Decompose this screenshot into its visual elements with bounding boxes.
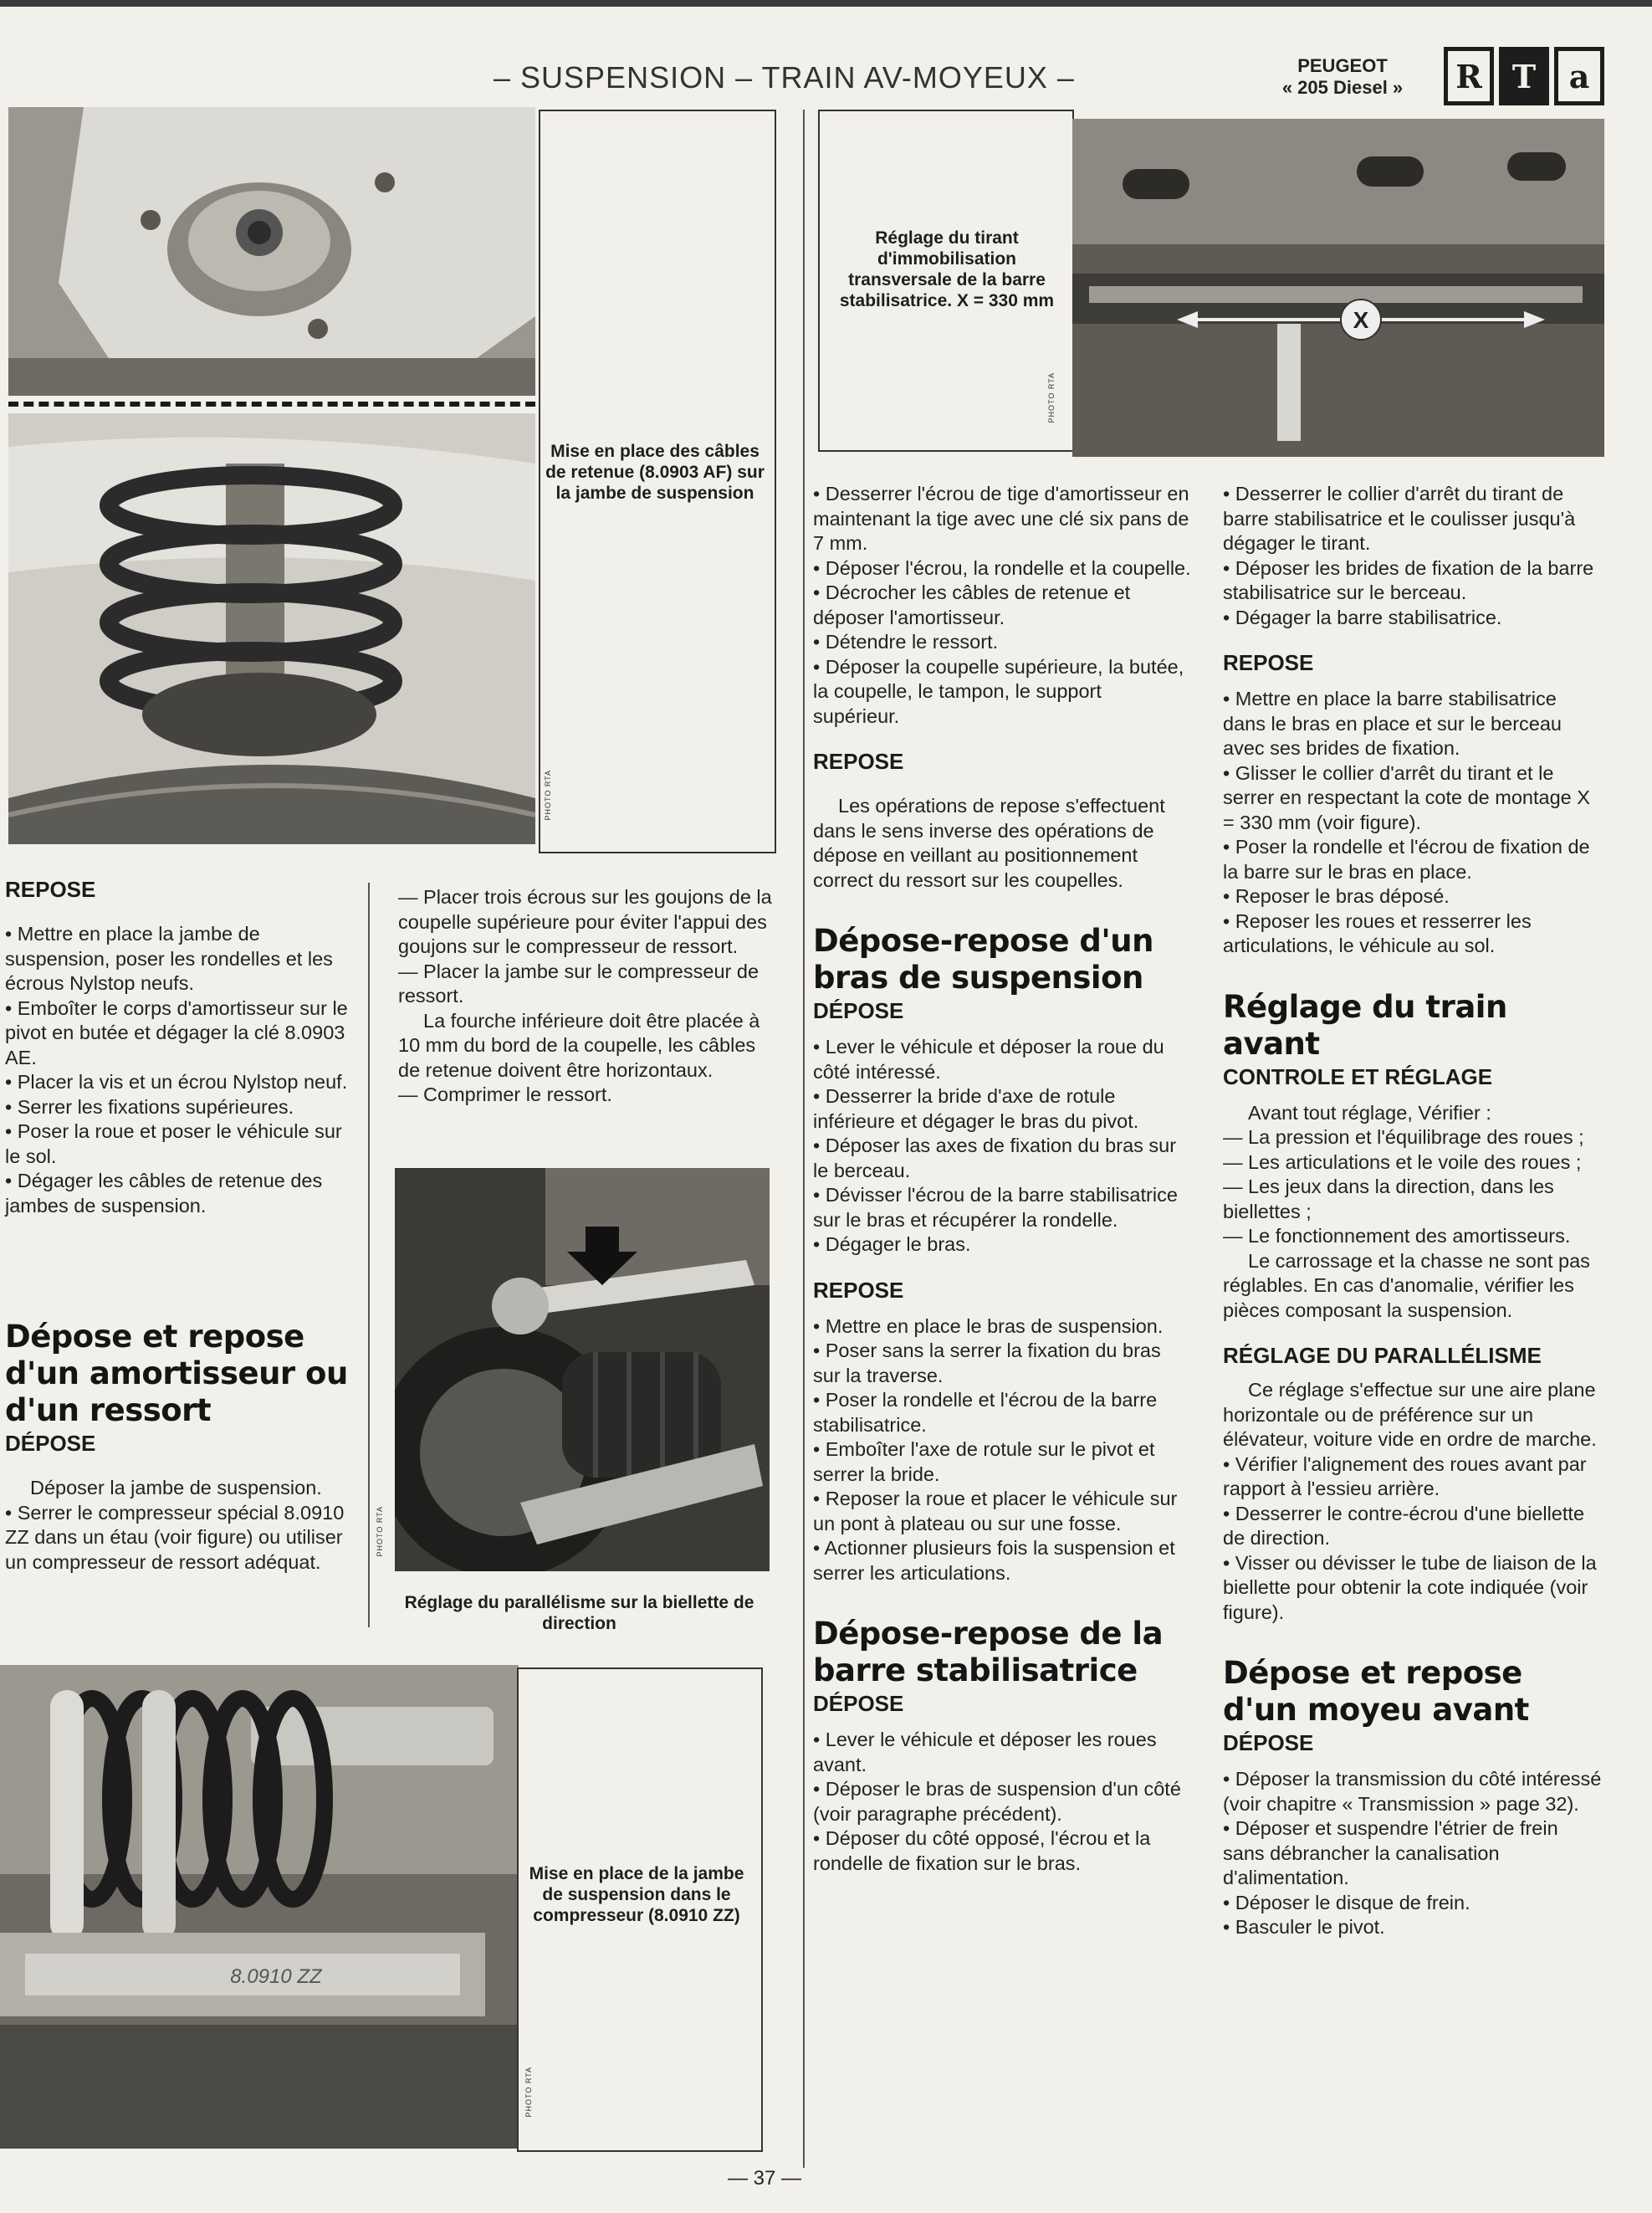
paragraph: • Placer la vis et un écrou Nylstop neuf. — [5, 1071, 348, 1093]
brand-line-1: PEUGEOT — [1297, 55, 1388, 76]
top-rule — [0, 0, 1652, 7]
paragraph: • Mettre en place la barre stabilisatrice dans le bras en place et sur le berceau avec ses brides de fixation. — [1223, 688, 1562, 759]
paragraph: — Placer la jambe sur le compresseur de ressort. — [398, 960, 760, 1007]
paragraph: • Mettre en place le bras de suspension. — [813, 1314, 1164, 1337]
paragraph: • Mettre en place la jambe de suspension, poser les rondelles et les écrous Nylstop neufs. — [5, 923, 333, 994]
paragraph: • Poser la roue et poser le véhicule sur le sol. — [5, 1120, 342, 1167]
paragraph: — Comprimer le ressort. — [398, 1083, 612, 1105]
photo-separator — [8, 402, 535, 407]
column-4 — [1223, 482, 1603, 1940]
paragraph: • Serrer les fixations supérieures. — [5, 1095, 294, 1118]
photo-steering-rod — [395, 1168, 770, 1571]
paragraph: Les opérations de repose s'effectuent dans le sens inverse des opérations de dépose en veillant au positionnement correct du ressort sur les coupelles. — [813, 795, 1165, 891]
brand-line-2: « 205 Diesel » — [1281, 77, 1404, 98]
heading-repose: REPOSE — [813, 1277, 904, 1303]
heading-repose: REPOSE — [813, 749, 904, 774]
heading-depose: DÉPOSE — [813, 998, 904, 1023]
paragraph: — Le fonctionnement des amortisseurs. — [1223, 1225, 1571, 1247]
rta-logo — [1444, 47, 1604, 105]
paragraph: — Les articulations et le voile des roues ; — [1223, 1150, 1582, 1173]
paragraph: • Reposer le bras déposé. — [1223, 885, 1450, 907]
paragraph: • Déposer le disque de frein. — [1223, 1891, 1470, 1913]
paragraph: • Desserrer le collier d'arrêt du tirant de barre stabilisatrice et le coulisser jusqu'à dégager le tirant. — [1223, 483, 1576, 554]
section-title-amortisseur: Dépose et repose d'un amortisseur ou d'un ressort — [5, 1319, 348, 1428]
paragraph: La fourche inférieure doit être placée à 10 mm du bord de la coupelle, les câbles de retenue doivent être horizontaux. — [398, 1009, 760, 1081]
figure-2-caption: Réglage du tirant d'immobilisation transversale de la barre stabilisatrice. X = 330 mm — [839, 228, 1055, 310]
paragraph: Avant tout réglage, Vérifier : — [1248, 1101, 1491, 1124]
paragraph: • Lever le véhicule et déposer les roues avant. — [813, 1729, 1157, 1775]
paragraph: • Desserrer la bride d'axe de rotule inférieure et dégager le bras du pivot. — [813, 1085, 1139, 1132]
section-title-moyeu: Dépose et repose d'un moyeu avant — [1223, 1655, 1529, 1728]
paragraph: Déposer la jambe de suspension. — [30, 1477, 322, 1498]
paragraph: • Dégager la barre stabilisatrice. — [1223, 606, 1502, 628]
paragraph: • Desserrer le contre-écrou d'une biellette de direction. — [1223, 1502, 1585, 1549]
paragraph: Ce réglage s'effectue sur une aire plane horizontale ou de préférence sur un élévateur, voiture vide en ordre de marche. — [1223, 1379, 1597, 1450]
figure-1-caption: Mise en place des câbles de retenue (8.0903 AF) sur la jambe de suspension — [545, 442, 765, 503]
section-title-barre: Dépose-repose de la barre stabilisatrice — [813, 1616, 1164, 1688]
heading-depose: DÉPOSE — [813, 1691, 904, 1716]
paragraph: • Emboîter l'axe de rotule sur le pivot et serrer la bride. — [813, 1438, 1155, 1485]
paragraph: • Déposer du côté opposé, l'écrou et la rondelle de fixation sur le bras. — [813, 1827, 1151, 1874]
paragraph: • Poser sans la serrer la fixation du bras sur la traverse. — [813, 1340, 1161, 1386]
paragraph: • Vérifier l'alignement des roues avant par rapport à l'essieu arrière. — [1223, 1452, 1587, 1499]
paragraph: • Emboîter le corps d'amortisseur sur le pivot en butée et dégager la clé 8.0903 AE. — [5, 996, 348, 1068]
photo-stabilizer-tie-rod — [1072, 119, 1604, 457]
dimension-x-label: X — [1353, 307, 1369, 333]
paragraph: • Déposer les brides de fixation de la barre stabilisatrice sur le berceau. — [1223, 556, 1594, 603]
paragraph: • Glisser le collier d'arrêt du tirant et le serrer en respectant la cote de montage X = 330 mm (voir figure). — [1223, 761, 1590, 833]
paragraph: • Reposer la roue et placer le véhicule sur un pont à plateau ou sur une fosse. — [813, 1488, 1178, 1534]
figure-3-caption: Réglage du parallélisme sur la biellette de direction — [404, 1593, 754, 1633]
paragraph: — La pression et l'équilibrage des roues ; — [1223, 1126, 1584, 1148]
figure-1-credit: PHOTO RTA — [544, 770, 552, 821]
paragraph: • Dégager les câbles de retenue des jambes de suspension. — [5, 1170, 323, 1217]
figure-4-credit: PHOTO RTA — [524, 2067, 533, 2118]
figure-3-credit: PHOTO RTA — [376, 1506, 384, 1557]
paragraph: • Visser ou dévisser le tube de liaison de la biellette pour obtenir la cote indiquée (voir figure). — [1223, 1551, 1597, 1623]
paragraph: • Lever le véhicule et déposer la roue du côté intéressé. — [813, 1036, 1164, 1083]
paragraph: • Déposer le bras de suspension d'un côté (voir paragraphe précédent). — [813, 1778, 1181, 1825]
column-rule-2 — [803, 110, 805, 2168]
column-rule-1 — [368, 883, 370, 1627]
section-title-reglage: Réglage du train avant — [1223, 988, 1507, 1062]
paragraph: • Poser la rondelle et l'écrou de la barre stabilisatrice. — [813, 1389, 1158, 1436]
paragraph: Le carrossage et la chasse ne sont pas réglables. En cas d'anomalie, vérifier les pièces composant la suspension. — [1223, 1249, 1590, 1321]
column-1 — [5, 875, 360, 1575]
logo-letter-r: R — [1444, 47, 1494, 105]
logo-letter-a: a — [1554, 47, 1604, 105]
heading-depose: DÉPOSE — [1223, 1730, 1314, 1755]
brand-block — [1255, 55, 1430, 99]
column-2 — [398, 885, 775, 1108]
photo-top-mount — [8, 107, 535, 396]
paragraph: • Décrocher les câbles de retenue et déposer l'amortisseur. — [813, 581, 1131, 628]
paragraph: • Déposer la transmission du côté intéressé (voir chapitre « Transmission » page 32). — [1223, 1768, 1602, 1815]
tool-marking: 8.0910 ZZ — [230, 1965, 322, 1988]
paragraph: • Dégager le bras. — [813, 1233, 971, 1255]
heading-depose: DÉPOSE — [5, 1431, 96, 1456]
paragraph: • Serrer le compresseur spécial 8.0910 ZZ dans un étau (voir figure) ou utiliser un compresseur de ressort adéquat. — [5, 1501, 345, 1573]
heading-parallelisme: RÉGLAGE DU PARALLÉLISME — [1223, 1343, 1542, 1368]
column-3 — [813, 482, 1193, 1876]
paragraph: • Déposer la coupelle supérieure, la butée, la coupelle, le tampon, le support supérieur. — [813, 655, 1184, 727]
paragraph: • Basculer le pivot. — [1223, 1916, 1385, 1938]
photo-spring-cables — [8, 413, 535, 844]
paragraph: — Les jeux dans la direction, dans les biellettes ; — [1223, 1176, 1554, 1222]
section-title-bras: Dépose-repose d'un bras de suspension — [813, 923, 1153, 996]
page-number: — 37 — — [728, 2167, 802, 2190]
logo-letter-t: T — [1499, 47, 1549, 105]
paragraph: • Déposer l'écrou, la rondelle et la coupelle. — [813, 556, 1191, 579]
photo-spring-compressor — [0, 1665, 519, 2149]
figure-4-caption: Mise en place de la jambe de suspension dans le compresseur (8.0910 ZZ) — [529, 1864, 744, 1925]
paragraph: — Placer trois écrous sur les goujons de la coupelle supérieure pour éviter l'appui des goujons sur le compresseur de ressort. — [398, 886, 772, 957]
paragraph: • Actionner plusieurs fois la suspension et serrer les articulations. — [813, 1537, 1175, 1584]
heading-repose: REPOSE — [1223, 650, 1314, 675]
paragraph: • Déposer las axes de fixation du bras sur le berceau. — [813, 1135, 1177, 1181]
paragraph: • Déposer et suspendre l'étrier de frein sans débrancher la canalisation d'alimentation. — [1223, 1817, 1558, 1888]
paragraph: • Détendre le ressort. — [813, 631, 999, 653]
figure-2-credit: PHOTO RTA — [1047, 372, 1056, 423]
heading-controle: CONTROLE ET RÉGLAGE — [1223, 1063, 1493, 1089]
heading-repose: REPOSE — [5, 877, 96, 902]
paragraph: • Reposer les roues et resserrer les articulations, le véhicule au sol. — [1223, 909, 1532, 956]
paragraph: • Desserrer l'écrou de tige d'amortisseur en maintenant la tige avec une clé six pans de 7 mm. — [813, 483, 1189, 554]
running-title: – SUSPENSION – TRAIN AV-MOYEUX – — [494, 60, 1075, 95]
paragraph: • Dévisser l'écrou de la barre stabilisatrice sur le bras et récupérer la rondelle. — [813, 1184, 1178, 1231]
paragraph: • Poser la rondelle et l'écrou de fixation de la barre sur le bras en place. — [1223, 836, 1590, 883]
